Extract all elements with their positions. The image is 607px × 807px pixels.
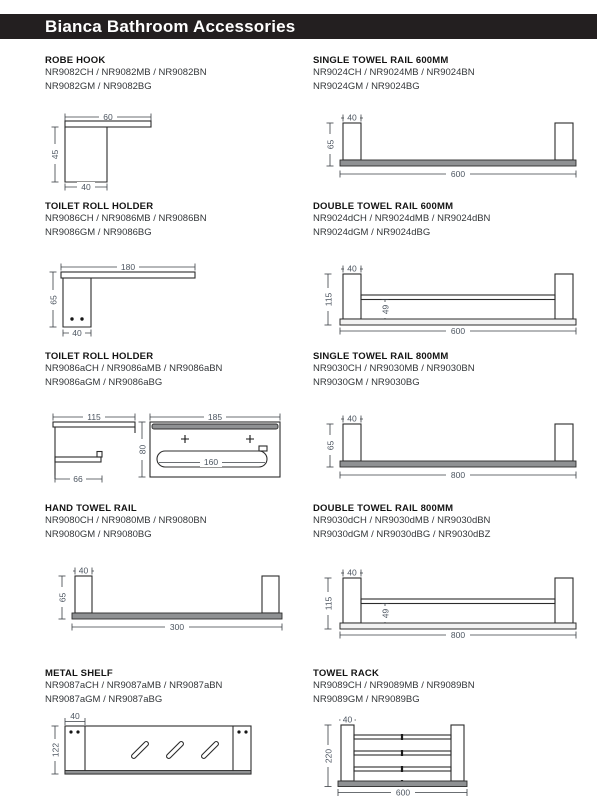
dim-front-height: 80	[137, 444, 148, 455]
toilet-roll-holder-a-diagram	[45, 409, 295, 489]
product-name: SINGLE TOWEL RAIL 600MM	[313, 55, 449, 66]
dim-bracket-width: 40	[70, 711, 80, 722]
product-name: ROBE HOOK	[45, 55, 106, 66]
dim-plate-width: 40	[72, 328, 82, 339]
drain-slot-icon	[201, 741, 220, 760]
double-towel-rail-600-diagram	[313, 257, 593, 341]
center-mark-icon	[401, 766, 403, 772]
towel-rack-diagram	[313, 711, 498, 799]
dim-height: 115	[323, 596, 334, 611]
product-codes-line2: NR9089GM / NR9089BG	[313, 693, 420, 705]
product-codes-line2: NR9024GM / NR9024BG	[313, 80, 420, 92]
hand-towel-rail-diagram	[45, 561, 295, 635]
row-2	[45, 201, 607, 351]
double-towel-rail-800-diagram	[313, 561, 593, 645]
product-card-metal-shelf	[45, 668, 313, 805]
dim-post-width: 40	[347, 263, 357, 274]
product-codes-line1: NR9080CH / NR9080MB / NR9080BN	[45, 515, 207, 526]
screw-dot-icon	[70, 317, 73, 320]
product-card-single-towel-rail-800	[313, 351, 607, 503]
dim-length: 300	[169, 622, 185, 633]
dim-post-width: 40	[347, 567, 357, 578]
dim-front-width: 185	[207, 412, 223, 423]
product-card-single-towel-rail-600	[313, 55, 607, 201]
dim-length: 800	[450, 630, 466, 641]
hand-towel-rail-drawing	[45, 561, 313, 640]
dim-length: 600	[395, 787, 411, 798]
page-title: Bianca Bathroom Accessories	[45, 16, 296, 36]
product-card-hand-towel-rail	[45, 503, 313, 668]
product-codes-line1: NR9024dCH / NR9024dMB / NR9024dBN	[313, 213, 491, 224]
header-bar	[0, 14, 597, 39]
robe-hook-drawing	[45, 108, 313, 201]
product-name: TOWEL RACK	[313, 668, 380, 679]
dim-height: 122	[50, 742, 61, 758]
dim-depth: 40	[81, 182, 91, 193]
single-towel-rail-600-drawing	[313, 108, 607, 187]
product-codes-line1: NR9086aCH / NR9086aMB / NR9086aBN	[45, 363, 223, 374]
product-card-toilet-roll-holder	[45, 201, 313, 351]
center-mark-icon	[401, 734, 403, 740]
product-name: DOUBLE TOWEL RAIL 800MM	[313, 503, 454, 514]
product-codes-line2: NR9087aGM / NR9087aBG	[45, 693, 163, 705]
dim-post-width: 40	[342, 714, 353, 725]
product-codes-line1: NR9082CH / NR9082MB / NR9082BN	[45, 67, 207, 78]
product-name: SINGLE TOWEL RAIL 800MM	[313, 351, 449, 362]
product-name: HAND TOWEL RAIL	[45, 503, 137, 514]
row-5	[45, 668, 607, 805]
metal-shelf-drawing	[45, 711, 313, 794]
product-codes-line1: NR9030CH / NR9030MB / NR9030BN	[313, 363, 475, 374]
product-card-double-towel-rail-600	[313, 201, 607, 351]
product-name: METAL SHELF	[45, 668, 113, 679]
drain-slot-icon	[166, 741, 185, 760]
screw-dot-icon	[76, 730, 79, 733]
single-towel-rail-600-diagram	[313, 108, 593, 182]
row-4	[45, 503, 607, 668]
toilet-roll-holder-diagram	[45, 257, 245, 339]
product-codes-line1: NR9024CH / NR9024MB / NR9024BN	[313, 67, 475, 78]
dim-height: 65	[57, 592, 68, 603]
product-codes-line1: NR9086CH / NR9086MB / NR9086BN	[45, 213, 207, 224]
product-name: TOILET ROLL HOLDER	[45, 351, 154, 362]
product-card-robe-hook	[45, 55, 313, 201]
metal-shelf-diagram	[45, 711, 265, 789]
dim-length: 600	[450, 169, 466, 180]
single-towel-rail-800-drawing	[313, 409, 607, 488]
double-towel-rail-800-drawing	[313, 561, 607, 650]
drain-slot-icon	[131, 741, 150, 760]
dim-post-width: 40	[347, 413, 357, 424]
product-codes-line1: NR9087aCH / NR9087aMB / NR9087aBN	[45, 680, 223, 691]
row-1	[45, 55, 607, 201]
product-card-towel-rack	[313, 668, 607, 805]
single-towel-rail-800-diagram	[313, 409, 593, 483]
product-codes-line2: NR9024dGM / NR9024dBG	[313, 226, 431, 238]
dim-height: 115	[323, 292, 334, 307]
dim-length: 600	[450, 326, 466, 337]
dim-height: 45	[50, 149, 60, 160]
toilet-roll-holder-a-drawing	[45, 409, 313, 494]
row-3	[45, 351, 607, 503]
dim-side-depth: 66	[73, 474, 83, 485]
towel-rack-drawing	[313, 711, 607, 804]
toilet-roll-holder-drawing	[45, 257, 313, 344]
dim-post-width: 40	[347, 112, 357, 123]
product-card-double-towel-rail-800	[313, 503, 607, 668]
product-name: TOILET ROLL HOLDER	[45, 201, 154, 212]
product-name: DOUBLE TOWEL RAIL 600MM	[313, 201, 454, 212]
robe-hook-diagram	[45, 108, 165, 196]
dim-rail-gap: 49	[380, 304, 391, 315]
product-codes-line2: NR9080GM / NR9080BG	[45, 528, 152, 540]
dim-side-width: 115	[87, 412, 101, 423]
product-grid	[45, 55, 607, 805]
dim-height: 65	[325, 440, 336, 451]
dim-top-width: 60	[103, 112, 113, 123]
product-codes-line2: NR9086aGM / NR9086aBG	[45, 376, 163, 388]
screw-dot-icon	[69, 730, 72, 733]
product-codes-line2: NR9082GM / NR9082BG	[45, 80, 152, 92]
dim-height: 65	[325, 139, 336, 150]
dim-height: 220	[323, 748, 334, 764]
double-towel-rail-600-drawing	[313, 257, 607, 346]
product-codes-line1: NR9089CH / NR9089MB / NR9089BN	[313, 680, 475, 691]
product-codes-line2: NR9030GM / NR9030BG	[313, 376, 420, 388]
product-card-toilet-roll-holder-a	[45, 351, 313, 503]
screw-dot-icon	[244, 730, 247, 733]
dim-rail-length: 160	[203, 457, 219, 468]
dim-length: 180	[120, 262, 136, 273]
product-codes-line2: NR9086GM / NR9086BG	[45, 226, 152, 238]
product-codes-line1: NR9030dCH / NR9030dMB / NR9030dBN	[313, 515, 491, 526]
screw-dot-icon	[80, 317, 83, 320]
dim-length: 800	[450, 470, 466, 481]
center-mark-icon	[401, 750, 403, 756]
screw-cross-icon	[181, 435, 189, 443]
dim-post-width: 40	[78, 565, 89, 576]
dim-height: 65	[48, 295, 59, 305]
product-codes-line2: NR9030dGM / NR9030dBG / NR9030dBZ	[313, 528, 491, 540]
dim-rail-gap: 49	[380, 608, 391, 619]
screw-cross-icon	[246, 435, 254, 443]
screw-dot-icon	[237, 730, 240, 733]
